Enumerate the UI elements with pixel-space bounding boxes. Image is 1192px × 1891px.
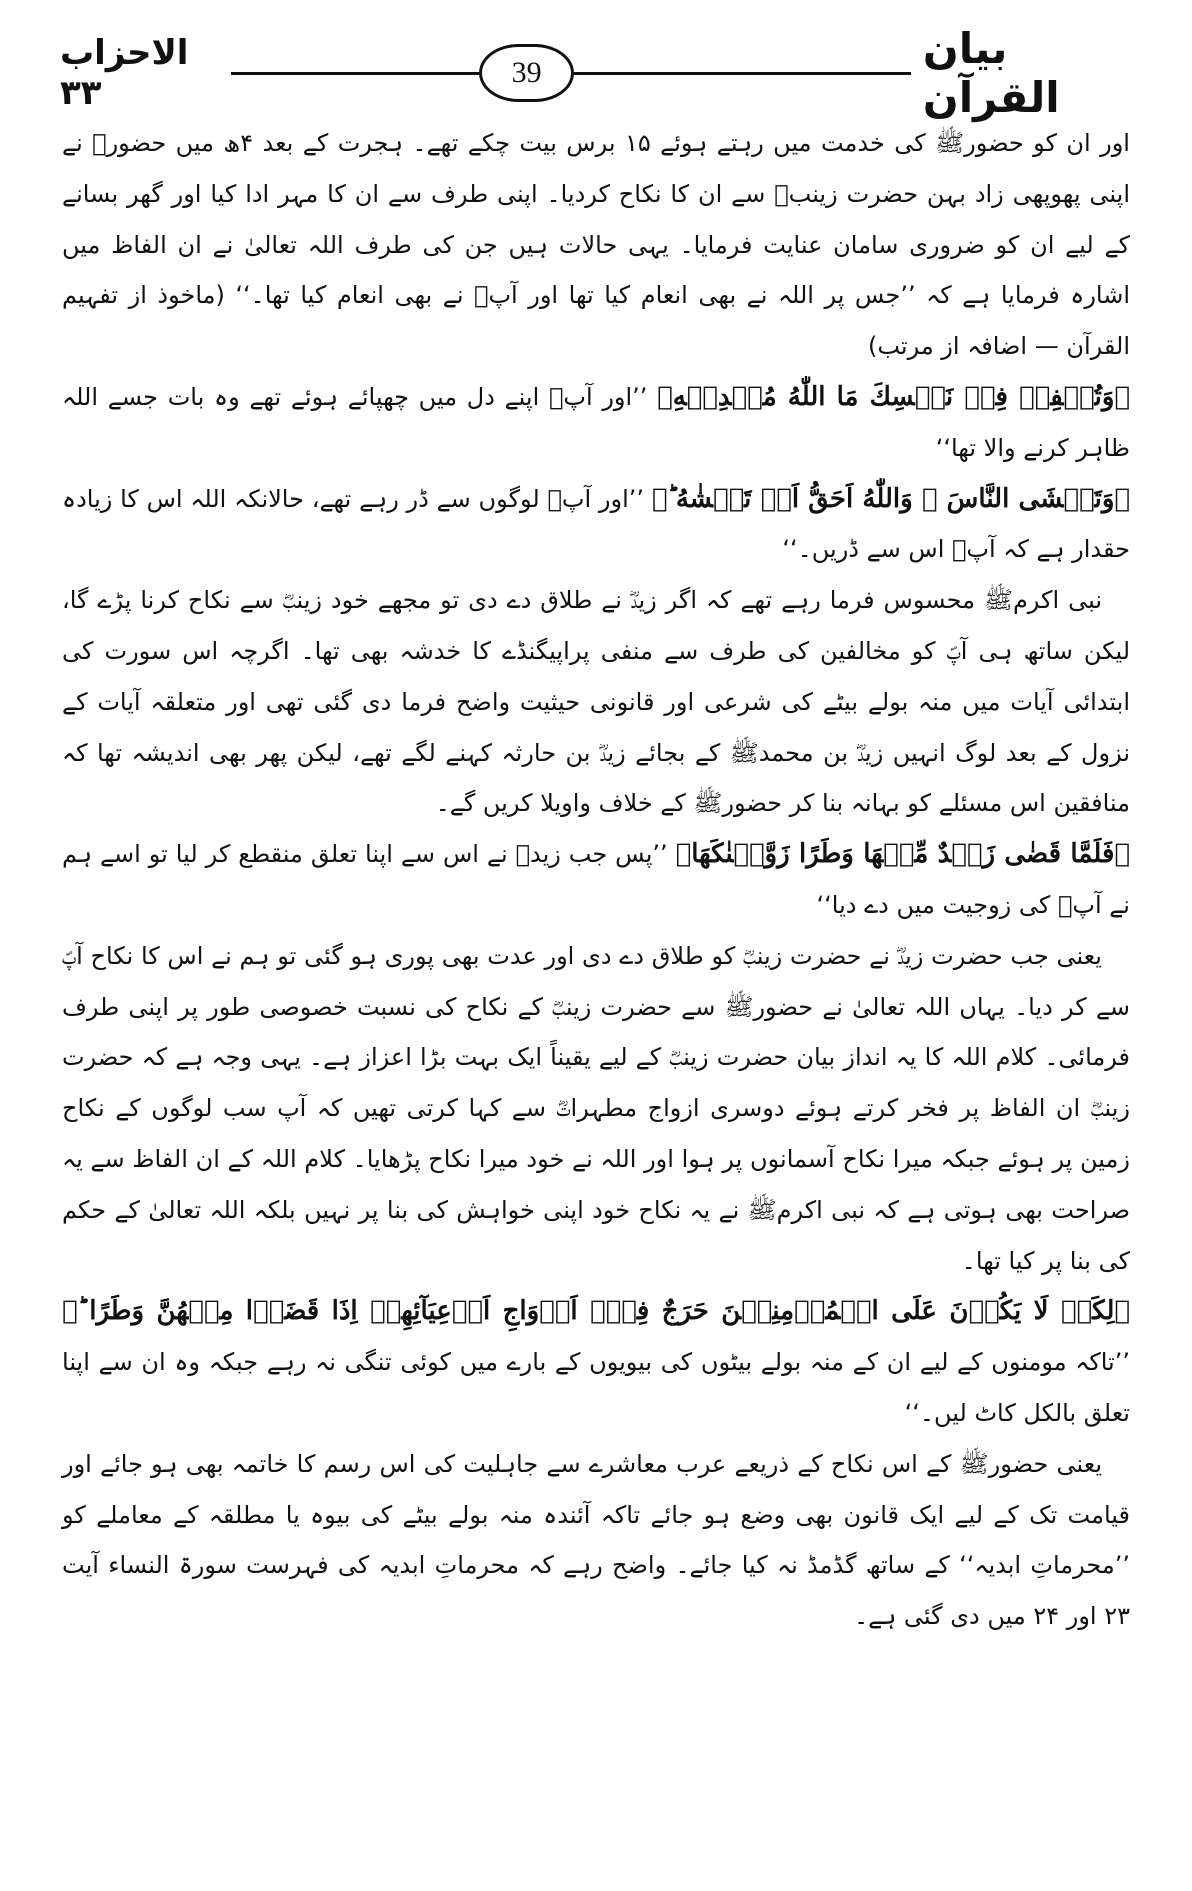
paragraph-4: نبی اکرمﷺ محسوس فرما رہے تھے کہ اگر زیدؓ نے طلاق دے دی تو مجھے خود زینبؓ سے نکاح کرنا پڑے گا، لیکن ساتھ ہی آپؐ کو مخالفین کی طرف سے منفی پراپیگنڈے کا خدشہ بھی تھا۔ اگرچہ اس سورت کی ابتدائی آیات میں منہ بولے بیٹے کی شرعی اور قانونی حیثیت واضح فرما دی گئی تھی اور متعلقہ آیات کے نزول کے بعد لوگ انہیں زیدؓ بن محمدﷺ کے بجائے زیدؓ بن حارثہ کہنے لگے تھے، لیکن پھر بھی اندیشہ تھا کہ منافقین اس مسئلے کو بہانہ بنا کر حضورﷺ کے خلاف واویلا کریں گے۔ (62, 586, 1130, 818)
verse-translation-3: ’’اور آپؐ لوگوں سے ڈر رہے تھے، حالانکہ اللہ اس کا زیادہ حقدار ہے کہ آپؐ اس سے ڈریں۔‘‘ (62, 484, 1130, 564)
quran-verse-2: ﴿وَتُخۡفِیۡ فِیۡ نَفۡسِكَ مَا اللّٰهُ مُبۡدِيۡهِ﴾ (657, 381, 1130, 412)
header-rule-right (574, 72, 911, 75)
paragraph-6: یعنی جب حضرت زیدؓ نے حضرت زینبؓ کو طلاق دے دی اور عدت بھی پوری ہو گئی تو ہم نے اس کا نکاح آپؐ سے کر دیا۔ یہاں اللہ تعالیٰ نے حضورﷺ سے حضرت زینبؓ کے نکاح کی نسبت خصوصی طور پر اپنی طرف فرمائی۔ کلام اللہ کا یہ انداز بیان حضرت زینبؓ کے لیے یقیناً ایک بہت بڑا اعزاز ہے۔ یہی وجہ ہے کہ حضرت زینبؓ ان الفاظ پر فخر کرتے ہوئے دوسری ازواج مطہراتؓ سے کہا کرتی تھیں کہ آپ سب لوگوں کے نکاح زمین پر ہوئے جبکہ میرا نکاح آسمانوں پر ہوا اور اللہ نے خود میرا نکاح پڑھایا۔ کلام اللہ کے ان الفاظ سے یہ صراحت بھی ہوتی ہے کہ نبی اکرمﷺ نے یہ نکاح خود اپنی خواہش کی بنا پر نہیں بلکہ اللہ تعالیٰ کے حکم کی بنا پر کیا تھا۔ (62, 941, 1130, 1275)
verse-translation-7: ’’تاکہ مومنوں کے لیے ان کے منہ بولے بیٹوں کی بیویوں کے بارے میں کوئی تنگی نہ رہے جبکہ وہ ان سے اپنا تعلق بالکل کاٹ لیں۔‘‘ (62, 1348, 1130, 1427)
verse-paragraph-2 (62, 372, 1130, 474)
verse-translation-5: ’’پس جب زیدؓ نے اس سے اپنا تعلق منقطع کر لیا تو اسے ہم نے آپؐ کی زوجیت میں دے دیا‘‘ (62, 840, 1130, 919)
verse-paragraph-3 (62, 474, 1130, 576)
page-number: 39 (479, 44, 574, 102)
quran-verse-7: ﴿لِكَیۡ لَا یَكُوۡنَ عَلَی الۡمُؤۡمِنِیۡنَ حَرَجٌ فِیۡۤ اَزۡوَاجِ اَدۡعِیَآئِهِمۡ اِذَا قَضَوۡا مِنۡهُنَّ وَطَرًا ؕ﴾ (62, 1296, 1130, 1327)
book-title: بیان القرآن (922, 24, 1060, 122)
verse-paragraph-5 (62, 829, 1130, 931)
surah-title: الاحزاب ۳۳ (60, 33, 189, 113)
verse-translation-2: ’’اور آپؐ اپنے دل میں چھپائے ہوئے تھے وہ بات جسے اللہ ظاہر کرنے والا تھا‘‘ (62, 382, 1130, 462)
header-right (574, 24, 1132, 122)
quran-verse-5: ﴿فَلَمَّا قَضٰی زَیۡدٌ مِّنۡهَا وَطَرًا زَوَّجۡنٰكَهَا﴾ (675, 839, 1130, 870)
verse-paragraph-7 (62, 1286, 1130, 1438)
page-header (60, 24, 1132, 122)
page-body (62, 118, 1130, 1851)
paragraph-8: یعنی حضورﷺ کے اس نکاح کے ذریعے عرب معاشرے سے جاہلیت کی اس رسم کا خاتمہ بھی ہو جائے اور قیامت تک کے لیے ایک قانون بھی وضع ہو جائے تاکہ آئندہ منہ بولے بیٹے کی بیوہ یا مطلقہ کے معاملے کو ’’محرماتِ ابدیہ‘‘ کے ساتھ گڈمڈ نہ کیا جائے۔ واضح رہے کہ محرماتِ ابدیہ کی فہرست سورۃ النساء آیت ۲۳ اور ۲۴ میں دی گئی ہے۔ (62, 1449, 1130, 1631)
header-left (60, 33, 479, 113)
paragraph-1: اور ان کو حضورﷺ کی خدمت میں رہتے ہوئے ۱۵ برس بیت چکے تھے۔ ہجرت کے بعد ۴ھ میں حضورﷺ نے اپنی پھوپھی زاد بہن حضرت زینبؓ سے ان کا نکاح کردیا۔ اپنی طرف سے ان کا مہر ادا کیا اور گھر بسانے کے لیے ان کو ضروری سامان عنایت فرمایا۔ یہی حالات ہیں جن کی طرف اللہ تعالیٰ نے ان الفاظ میں اشارہ فرمایا ہے کہ ’’جس پر اللہ نے بھی انعام کیا تھا اور آپؐ نے بھی انعام کیا تھا۔‘‘ (ماخوذ از تفہیم القرآن — اضافہ از مرتب) (62, 129, 1130, 361)
header-rule-left (231, 72, 479, 75)
quran-verse-3: ﴿وَتَخۡشَی النَّاسَ ۚ وَاللّٰهُ اَحَقُّ اَنۡ تَخۡشٰهُ ؕ﴾ (651, 483, 1130, 514)
